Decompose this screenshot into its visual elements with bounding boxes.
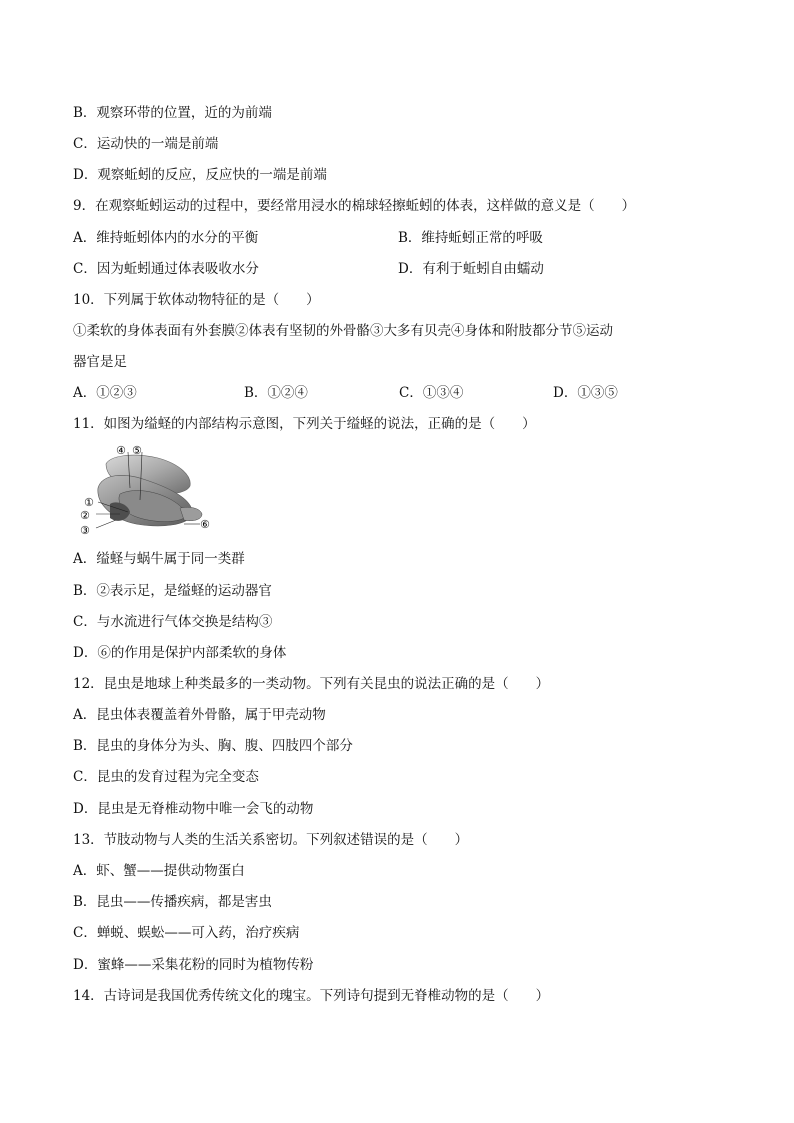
q11-option-c: C．与水流进行气体交换是结构③	[73, 614, 273, 630]
q13-option-d: D．蜜蜂——采集花粉的同时为植物传粉	[73, 957, 314, 973]
q10-stem: 10．下列属于软体动物特征的是（ ）	[73, 292, 320, 308]
q9-stem: 9．在观察蚯蚓运动的过程中，要经常用浸水的棉球轻擦蚯蚓的体表，这样做的意义是（ ）	[73, 198, 636, 214]
q12-option-b: B．昆虫的身体分为头、胸、腹、四肢四个部分	[73, 738, 353, 754]
q9-option-a: A．维持蚯蚓体内的水分的平衡	[73, 230, 259, 246]
label-6: ⑥	[200, 518, 210, 531]
q10-statement-line2: 器官是足	[73, 354, 127, 370]
q12-option-d: D．昆虫是无脊椎动物中唯一会飞的动物	[73, 801, 314, 817]
q8-option-d: D．观察蚯蚓的反应，反应快的一端是前端	[73, 167, 327, 183]
q13-stem: 13．节肢动物与人类的生活关系密切。下列叙述错误的是（ ）	[73, 832, 469, 848]
q14-stem: 14．古诗词是我国优秀传统文化的瑰宝。下列诗句提到无脊椎动物的是（ ）	[73, 988, 550, 1004]
q12-option-a: A．昆虫体表覆盖着外骨骼，属于甲壳动物	[73, 707, 326, 723]
q13-option-c: C．蝉蜕、蜈蚣——可入药，治疗疾病	[73, 925, 300, 941]
q10-option-b: B．①②④	[244, 385, 308, 401]
q9-option-c: C．因为蚯蚓通过体表吸收水分	[73, 261, 259, 277]
q11-option-a: A．缢蛏与蜗牛属于同一类群	[73, 551, 245, 567]
label-4: ④	[116, 444, 126, 457]
q10-option-d: D．①③⑤	[553, 385, 618, 401]
q11-option-b: B．②表示足，是缢蛏的运动器官	[73, 583, 272, 599]
q11-stem: 11．如图为缢蛏的内部结构示意图，下列关于缢蛏的说法，正确的是（ ）	[73, 416, 536, 432]
label-5: ⑤	[132, 444, 142, 457]
q9-option-d: D．有利于蚯蚓自由蠕动	[398, 261, 544, 277]
label-3: ③	[80, 524, 90, 537]
q8-option-c: C．运动快的一端是前端	[73, 136, 219, 152]
q12-option-c: C．昆虫的发育过程为完全变态	[73, 769, 259, 785]
label-2: ②	[80, 509, 90, 522]
q10-option-a: A．①②③	[73, 385, 137, 401]
razor-clam-diagram	[76, 442, 218, 540]
q10-statement-line1: ①柔软的身体表面有外套膜②体表有坚韧的外骨骼③大多有贝壳④身体和附肢都分节⑤运动	[73, 323, 613, 339]
q9-option-b: B．维持蚯蚓正常的呼吸	[398, 230, 543, 246]
razor-clam-svg	[76, 442, 218, 540]
q10-option-c: C．①③④	[399, 385, 464, 401]
q8-option-b: B．观察环带的位置，近的为前端	[73, 105, 272, 121]
q12-stem: 12．昆虫是地球上种类最多的一类动物。下列有关昆虫的说法正确的是（ ）	[73, 676, 550, 692]
q11-option-d: D．⑥的作用是保护内部柔软的身体	[73, 645, 287, 661]
label-1: ①	[84, 496, 94, 509]
q13-option-a: A．虾、蟹——提供动物蛋白	[73, 863, 245, 879]
q13-option-b: B．昆虫——传播疾病，都是害虫	[73, 894, 272, 910]
